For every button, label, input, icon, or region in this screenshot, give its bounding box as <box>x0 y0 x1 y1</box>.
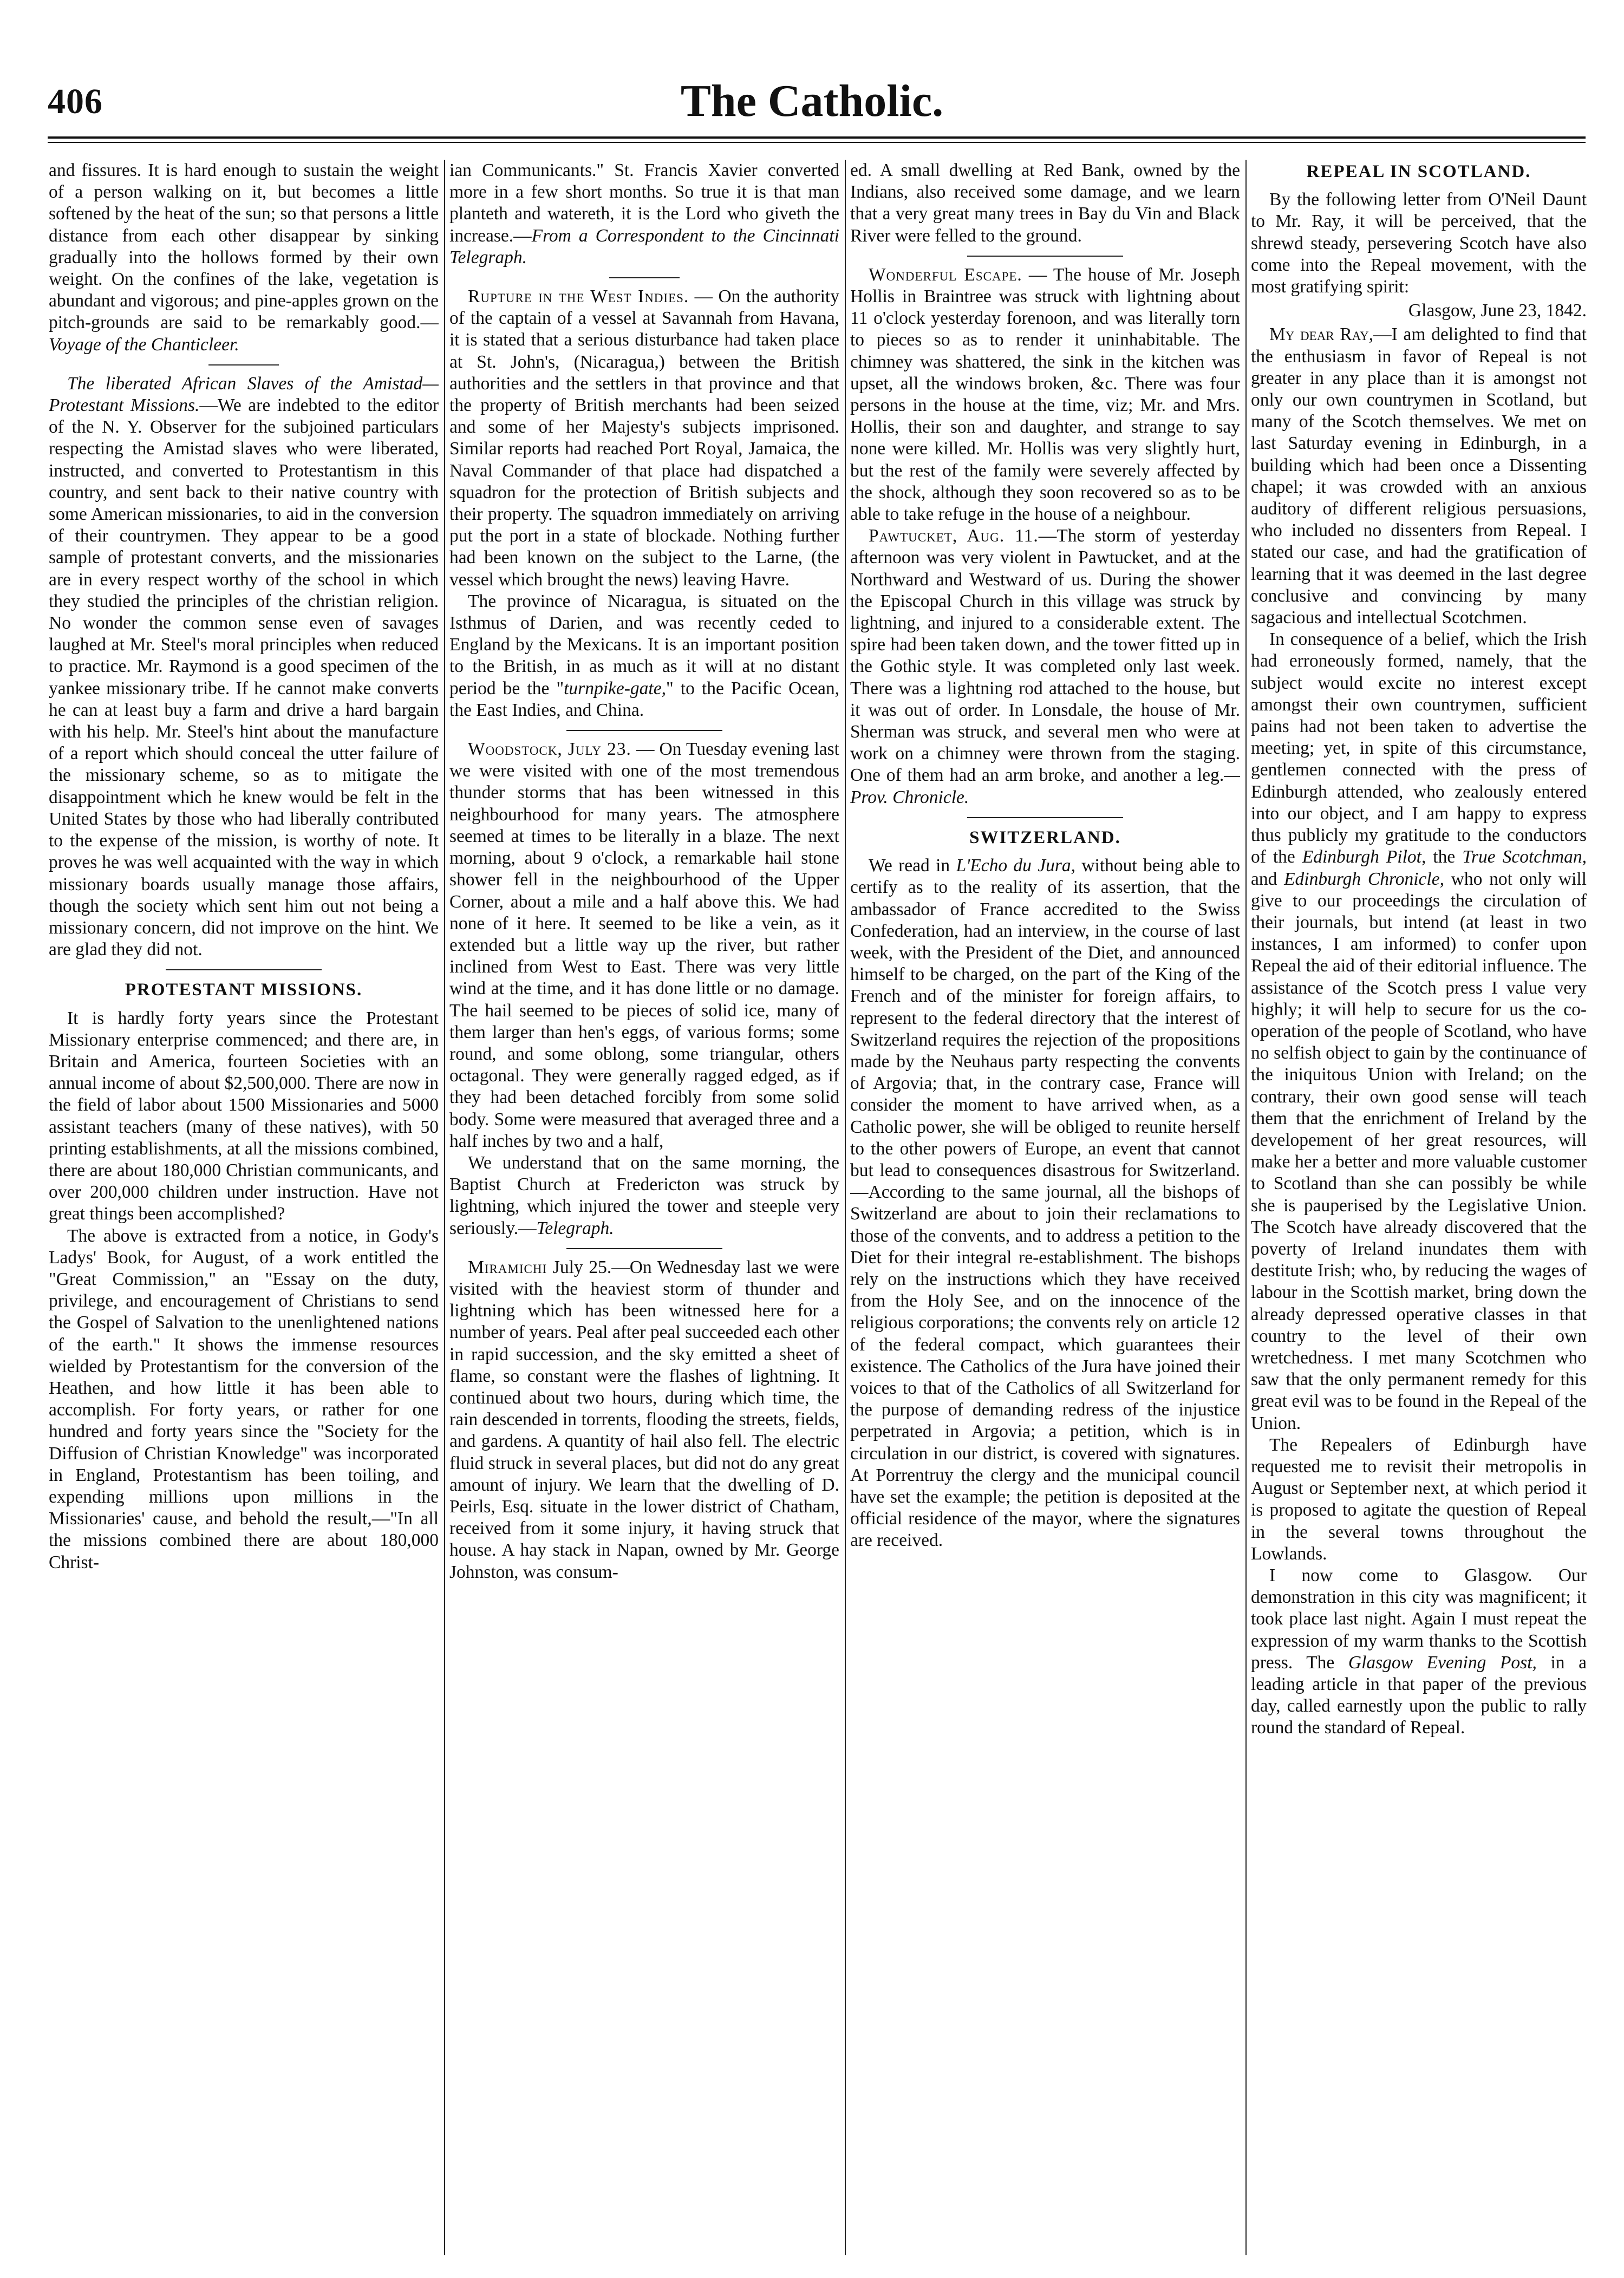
italic-text: turnpike-gate, <box>564 678 666 699</box>
section-rule <box>967 817 1123 818</box>
article-paragraph: The above is extracted from a notice, in Gody's Ladys' Book, for August, of a work entitled the "Great Commission," an "Essay on the duty, privilege, and encouragement of Christians to send the Gospel of Salvation to the unenlightened nations of the earth." It shows the immense resources wielded by Protestantism for the conversion of the Heathen, and how little it has been able to accomplish. For forty years, or rather for one hundred and forty years since the "Society for the Diffusion of Christian Knowledge" was incorporated in England, Protestantism has been toiling, and expending millions upon millions in the Missionaries' cause, and behold the result,—"In all the missions combined there are about 180,000 Christ- <box>49 1225 439 1572</box>
paragraph-text: —I am delighted to find that the enthusiasm in favor of Repeal is not greater in any place than it is amongst not only our own countrymen in Scotland, but many of the Scotch themselves. We met on last Saturday evening in Edinburgh, in a building which had been once a Dissenting chapel; it was crowded with an anxious auditory of different religious persuasions, who included no dissenters from Repeal. I stated our case, and had the gratification of learning that it was deemed in the last degree conclusive and convincing by many sagacious and intellectual Scotchmen. <box>1251 324 1587 628</box>
section-rule <box>566 1248 722 1249</box>
italic-text: L'Echo du Jura, <box>956 856 1076 876</box>
article-paragraph <box>49 160 439 356</box>
section-rule <box>166 969 322 970</box>
paragraph-text: the <box>1426 847 1463 867</box>
article-paragraph <box>850 855 1240 1552</box>
italic-text: True Scotchman, <box>1462 847 1587 867</box>
source-citation: Voyage of the Chanticleer. <box>49 334 239 355</box>
column-divider <box>444 160 445 2255</box>
column-2 <box>449 160 839 2255</box>
paragraph-text: The province of Nicaragua, is situated on the Isthmus of Darien, and was recently ceded to England by the Mexicans. It is an important position to the British, in as much as it will at no distant period be the " <box>449 591 839 699</box>
column-divider <box>845 160 846 2255</box>
article-lead: Rupture in the West Indies. <box>468 286 689 307</box>
article-paragraph <box>850 525 1240 808</box>
article-title: The liberated African Slaves of the Amistad—Protestant Missions. <box>49 373 439 416</box>
article-paragraph <box>1251 324 1587 629</box>
paragraph-text: — On Tuesday evening last we were visited with one of the most tremendous thunder storms that has been witnessed in this neighbourhood for many years. The atmosphere seemed at times to be literally in a blaze. The next morning, about 9 o'clock, a remarkable hail stone shower fell in the neighbourhood of the Upper Corner, about a mile and a half above this. We had none of it here. It seemed to be like a vein, as it extended but a little way up the river, but rather inclined from West to East. There was very little wind at the time, and it has done little or no damage. The hail seemed to be pieces of solid ice, many of them larger than hen's eggs, of various forms; some round, and some oblong, some triangular, others octagonal. They were generally ragged edged, as if they had been detached forcibly from some solid body. Some were measured that averaged three and a half inches by two and a half, <box>449 739 839 1151</box>
article-lead: Pawtucket, Aug. 11. <box>869 526 1039 546</box>
paragraph-text: July 25.—On Wednesday last we were visited with the heaviest storm of thunder and lightning which has been witnessed here for a number of years. Peal after peal succeeded each other in rapid succession, and the sky emitted a sheet of flame, so constant were the flashes of lightning. It continued about two hours, during which time, the rain descended in torrents, flooding the streets, fields, and gardens. A quantity of hail also fell. The electric fluid struck in several places, but did not do any great amount of injury. We learn that the dwelling of D. Peirls, Esq. situate in the lower district of Chatham, received from it some injury, it having struck that house. A hay stack in Napan, owned by Mr. George Johnston, was consum- <box>449 1257 839 1582</box>
article-paragraph <box>1251 629 1587 1434</box>
page-number: 406 <box>48 82 103 121</box>
letter-salutation: My dear Ray, <box>1269 324 1374 345</box>
paragraph-text: —We are indebted to the editor of the N. Y. Observer for the subjoined particulars respecting the Amistad slaves who were liberated, instructed, and converted to Protestantism in this country, and sent back to their native country with some American missionaries, to aid in the conversion of their countrymen. They appear to be a good sample of protestant converts, and the missionaries are in every respect worthy of the school in which they studied the principles of the christian religion. No wonder the common sense even of savages laughed at Mr. Steel's moral principles when reduced to practice. Mr. Raymond is a good specimen of the yankee missionary tribe. If he cannot make converts he can at least buy a farm and drive a hard bargain with his help. Mr. Steel's hint about the manufacture of a report which should conceal the utter failure of the missionary scheme, so as to mitigate the disappointment which he knew would be felt in the United States by those who had liberally contributed to the expense of the mission, is worthy of note. It proves he was well acquainted with the way in which missionary boards usually manage those affairs, though the society which sent him out not being a missionary concern, did not improve on the hint. We are glad they did not. <box>49 395 439 960</box>
article-paragraph: It is hardly forty years since the Protestant Missionary enterprise commenced; and there are, in Britain and America, fourteen Societies with an annual income of about $2,500,000. There are now in the field of labor about 1500 Missionaries and 5000 assistant teachers (many of these natives), with 50 printing establishments, at all the missions combined, there are about 180,000 Christian communicants, and over 200,000 children under instruction. Have not great things been accomplished? <box>49 1008 439 1224</box>
paragraph-text: and fissures. It is hard enough to sustain the weight of a person walking on it, but becomes a little softened by the heat of the sun; so that persons a little distance from each other disappear by sinking gradually into the hollows formed by their own weight. On the confines of the lake, vegetation is abundant and vigorous; and pine-apples grown on the pitch-grounds are said to be remarkably good.— <box>49 160 439 333</box>
section-rule <box>967 256 1123 257</box>
source-citation: —Prov. Chronicle. <box>850 765 1240 807</box>
column-1 <box>49 160 439 2255</box>
paragraph-text: who not only will give to our proceedings the circulation of their journals, but intend (at least in two instances, I am informed) to confer upon Repeal the aid of their editorial influence. The assistance of the Scotch press I value very highly; it will help to secure for us the co-operation of the people of Scotland, who have no selfish object to gain by the continuance of the iniquitous Union with Ireland; on the contrary, their own good sense will teach them that the enrichment of Ireland by the developement of her great resources, will make her a better and more valuable customer to Scotland than she can possibly be while she is pauperised by the Legislative Union. The Scotch have already discovered that the poverty of Ireland inundates them with destitute Irish; who, by reducing the wages of labour in the Scottish market, bring down the already depressed operative classes in that country to the level of their own wretchedness. I met many Scotchmen who saw that the only permanent remedy for this great evil was to be found in the Repeal of the Union. <box>1251 869 1587 1433</box>
article-paragraph <box>449 1152 839 1239</box>
paragraph-text: — The house of Mr. Joseph Hollis in Braintree was struck with lightning about 11 o'clock yesterday forenoon, and was literally torn to pieces so as to render it uninhabitable. The chimney was shattered, the sink in the kitchen was upset, all the windows broken, &c. There was four persons in the house at the time, viz; Mr. and Mrs. Hollis, their son and daughter, and strange to say none were killed. Mr. Hollis was very slightly hurt, but the rest of the family were severely affected by the shock, although they soon recovered so as to be able to take refuge in the house of a neighbour. <box>850 264 1240 525</box>
column-3 <box>850 160 1240 2255</box>
section-rule <box>208 364 279 365</box>
source-citation: Telegraph. <box>536 1218 614 1238</box>
paragraph-text: and <box>1251 869 1284 889</box>
section-heading: SWITZERLAND. <box>969 827 1121 847</box>
article-paragraph <box>49 373 439 961</box>
paragraph-text: — On the authority of the captain of a vessel at Savannah from Havana, it is stated that a serious disturbance had taken place at St. John's, (Nicaragua,) between the British authorities and the settlers in that province and that the property of British merchants had been seized and some of her Majesty's subjects imprisoned. Similar reports had reached Port Royal, Jamaica, the Naval Commander of that place had dispatched a squadron for the protection of British subjects and their property. The squadron immediately on arriving put the port in a state of blockade. Nothing further had been known on the subject to the Larne, (the vessel which brought the news) leaving Havre. <box>449 286 839 590</box>
paragraph-text: in a leading article in that paper of the previous day, called earnestly upon the public to rally round the standard of Repeal. <box>1251 1652 1587 1738</box>
paragraph-text: We read in <box>869 856 956 876</box>
paragraph-text: " to the Pacific Ocean, the East Indies, and China. <box>449 678 839 720</box>
paragraph-text: In consequence of a belief, which the Irish had erroneously formed, namely, that the subject would excite no interest except amongst their own countrymen, sufficient pains had not been taken to advertise the meeting; yet, in spite of this circumstance, gentlemen connected with the press of Edinburgh attended, who zealously entered into our object, and I am happy to express thus publicly my gratitude to the conductors of the <box>1251 629 1587 867</box>
italic-text: Edinburgh Chronicle, <box>1284 869 1444 889</box>
italic-text: Edinburgh Pilot, <box>1302 847 1426 867</box>
paragraph-text: without being able to certify as to the reality of its assertion, that the ambassador of France accredited to the Swiss Confederation, had an interview, in the course of last week, with the President of the Diet, and announced himself to be charged, on the part of the King of the French and of the minister for foreign affairs, to represent to the federal directory that the interest of Switzerland requires the rejection of the propositions made by the Neuhaus party respecting the convents of Argovia; that, in the contrary case, France will consider the moment to have arrived when, as a Catholic power, she will be obliged to reunite herself to the other powers of Europe, an event that cannot but lead to consequences disastrous for Switzerland.—According to the same journal, all the bishops of Switzerland are about to join their reclamations to those of the convents, and to address a petition to the Diet for their integral re-establishment. The bishops rely on the instructions which they have received from the Holy See, and on the innocence of the religious corporations; the convents rely on article 12 of the federal compact, which guarantees their existence. The Catholics of the Jura have joined their voices to that of the Catholics of all Switzerland for the purpose of demanding redress of the injustice perpetrated in Argovia; a petition, which is in circulation in our district, is covered with signatures. At Porrentruy the clergy and the municipal council have set the example; the petition is deposited at the official residence of the mayor, where the signatures are received. <box>850 856 1240 1551</box>
section-rule <box>609 277 680 278</box>
article-paragraph: By the following letter from O'Neil Daunt to Mr. Ray, it will be perceived, that the shrewd steady, persevering Scotch have also come into the Repeal movement, with the most gratifying spirit: <box>1251 190 1587 297</box>
column-divider <box>1245 160 1247 2255</box>
header-rule <box>48 136 1586 143</box>
article-paragraph <box>449 591 839 721</box>
column-4 <box>1251 160 1587 2255</box>
paragraph-text: We understand that on the same morning, the Baptist Church at Fredericton was struck by lightning, which injured the tower and steeple very seriously.— <box>449 1152 839 1238</box>
article-paragraph <box>449 286 839 591</box>
section-heading: PROTESTANT MISSIONS. <box>125 980 363 1000</box>
italic-text: Glasgow Evening Post, <box>1348 1652 1537 1673</box>
article-paragraph <box>850 264 1240 525</box>
letter-dateline: Glasgow, June 23, 1842. <box>1408 301 1587 321</box>
article-paragraph: The Repealers of Edinburgh have requested me to revisit their metropolis in August or September next, at which period it is proposed to agitate the question of Repeal in the several towns throughout the Lowlands. <box>1251 1434 1587 1564</box>
article-lead: Wonderful Escape. <box>869 264 1022 285</box>
paragraph-text: ian Communicants." St. Francis Xavier converted more in a few short months. So true it is that man planteth and watereth, it is the Lord who giveth the increase.— <box>449 160 839 246</box>
article-paragraph: ed. A small dwelling at Red Bank, owned by the Indians, also received some damage, and we learn that a very great many trees in Bay du Vin and Black River were felled to the ground. <box>850 160 1240 246</box>
section-heading: REPEAL IN SCOTLAND. <box>1306 162 1531 181</box>
article-lead: Woodstock, July 23. <box>468 739 631 760</box>
paragraph-text: I now come to Glasgow. Our demonstration in this city was magnificent; it took place last night. Again I must repeat the expression of my warm thanks to the Scottish press. The <box>1251 1565 1587 1673</box>
article-paragraph <box>449 739 839 1152</box>
article-paragraph <box>449 160 839 269</box>
article-paragraph <box>449 1257 839 1583</box>
section-rule <box>566 730 722 731</box>
paragraph-text: —The storm of yesterday afternoon was very violent in Pawtucket, and at the Northward and Westward of us. During the shower the Episcopal Church in this village was struck by lightning, and injured to a considerable extent. The spire had been taken down, and the tower fitted up in the Gothic style. It was completed only last week. There was a lightning rod attached to the house, but it was out of order. In Lonsdale, the house of Mr. Sherman was struck, and several men who were at work on a chimney were thrown from the staging. One of them had an arm broke, and another a leg. <box>850 526 1240 786</box>
article-lead: Miramichi <box>468 1257 547 1277</box>
article-paragraph <box>1251 1565 1587 1739</box>
masthead-title: The Catholic. <box>680 76 944 126</box>
source-citation: From a Correspondent to the Cincinnati Telegraph. <box>449 225 839 267</box>
